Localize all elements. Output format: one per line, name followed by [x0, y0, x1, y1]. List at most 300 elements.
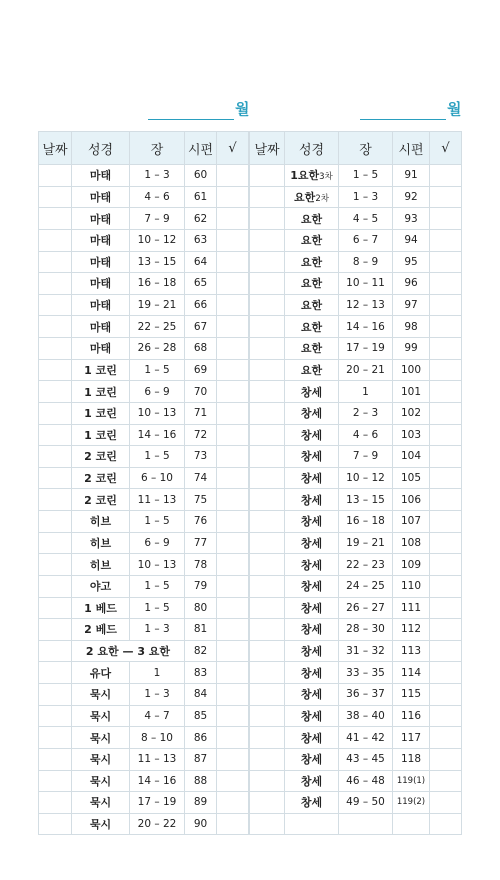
- check-cell[interactable]: [430, 554, 462, 576]
- book-cell: [285, 338, 339, 360]
- table-row: [39, 662, 249, 684]
- psalm-cell: 63: [185, 229, 217, 251]
- date-cell[interactable]: [250, 532, 285, 554]
- date-cell[interactable]: [250, 402, 285, 424]
- book-label: 창세: [300, 645, 323, 659]
- psalm-cell: 111: [393, 597, 430, 619]
- book-cell: [72, 338, 130, 360]
- book-label: 창세: [300, 753, 323, 767]
- book-cell: [72, 229, 130, 251]
- book-cell: [285, 186, 339, 208]
- chapter-cell: 4 – 5: [339, 208, 393, 230]
- check-cell[interactable]: [217, 402, 249, 424]
- col-header-date: 날짜: [250, 132, 285, 165]
- chapter-cell: 43 – 45: [339, 748, 393, 770]
- book-label: 요한: [300, 342, 323, 356]
- date-cell[interactable]: [250, 813, 285, 835]
- table-row: [250, 554, 462, 576]
- table-row: [250, 640, 462, 662]
- table-row: [250, 402, 462, 424]
- date-cell[interactable]: [250, 338, 285, 360]
- date-cell[interactable]: [250, 748, 285, 770]
- chapter-cell: 13 – 15: [130, 251, 185, 273]
- check-cell[interactable]: [217, 251, 249, 273]
- book-label: 묵시: [89, 731, 112, 745]
- chapter-cell: 16 – 18: [130, 273, 185, 295]
- date-cell[interactable]: [250, 770, 285, 792]
- book-cell: [72, 294, 130, 316]
- check-cell[interactable]: [430, 705, 462, 727]
- table-row: [250, 381, 462, 403]
- book-cell: [285, 727, 339, 749]
- book-cell: [285, 684, 339, 706]
- psalm-cell: 81: [185, 619, 217, 641]
- check-cell[interactable]: [217, 813, 249, 835]
- table-row: [39, 402, 249, 424]
- book-cell: [72, 381, 130, 403]
- check-cell[interactable]: [430, 770, 462, 792]
- book-cell: [285, 359, 339, 381]
- date-cell[interactable]: [250, 662, 285, 684]
- date-cell[interactable]: [250, 273, 285, 295]
- psalm-cell: 97: [393, 294, 430, 316]
- date-cell[interactable]: [250, 597, 285, 619]
- date-cell[interactable]: [250, 619, 285, 641]
- col-header-psalm: 시편: [393, 132, 430, 165]
- table-row: [250, 532, 462, 554]
- check-cell[interactable]: [430, 273, 462, 295]
- date-cell[interactable]: [39, 619, 72, 641]
- psalm-cell: 99: [393, 338, 430, 360]
- book-cell: [72, 727, 130, 749]
- book-label: 묵시: [89, 753, 112, 767]
- check-cell[interactable]: [430, 640, 462, 662]
- chapter-cell: 11 – 13: [130, 489, 185, 511]
- book-cell: [285, 467, 339, 489]
- book-label: 마태: [89, 299, 112, 313]
- check-cell[interactable]: [217, 619, 249, 641]
- psalm-cell: 119(1): [393, 770, 430, 792]
- chapter-cell: [339, 813, 393, 835]
- date-cell[interactable]: [39, 446, 72, 468]
- book-cell: [285, 402, 339, 424]
- month-blank-left[interactable]: [148, 98, 234, 120]
- book-label: 묵시: [89, 709, 112, 723]
- table-row: [250, 273, 462, 295]
- check-cell[interactable]: [430, 511, 462, 533]
- chapter-cell: 16 – 18: [339, 511, 393, 533]
- table-row: [250, 424, 462, 446]
- chapter-cell: 22 – 25: [130, 316, 185, 338]
- check-cell[interactable]: [217, 186, 249, 208]
- date-cell[interactable]: [39, 705, 72, 727]
- check-cell[interactable]: [430, 813, 462, 835]
- date-cell[interactable]: [250, 359, 285, 381]
- check-cell[interactable]: [217, 575, 249, 597]
- date-cell[interactable]: [250, 467, 285, 489]
- check-cell[interactable]: [217, 511, 249, 533]
- date-cell[interactable]: [39, 273, 72, 295]
- date-cell[interactable]: [39, 748, 72, 770]
- check-cell[interactable]: [217, 792, 249, 814]
- psalm-cell: 114: [393, 662, 430, 684]
- book-label: 2 코린: [84, 450, 117, 464]
- table-row: [250, 208, 462, 230]
- book-label: 요한: [300, 234, 323, 248]
- chapter-cell: 7 – 9: [130, 208, 185, 230]
- chapter-cell: 19 – 21: [130, 294, 185, 316]
- chapter-cell: 6 – 9: [130, 532, 185, 554]
- table-row: [39, 186, 249, 208]
- book-label: 창세: [300, 731, 323, 745]
- book-label: 요한: [300, 277, 323, 291]
- chapter-cell: 1: [339, 381, 393, 403]
- date-cell[interactable]: [250, 424, 285, 446]
- table-row: [39, 554, 249, 576]
- book-cell: [285, 446, 339, 468]
- table-row: [39, 511, 249, 533]
- date-cell[interactable]: [39, 727, 72, 749]
- check-cell[interactable]: [217, 748, 249, 770]
- psalm-cell: 100: [393, 359, 430, 381]
- check-cell[interactable]: [430, 251, 462, 273]
- check-cell[interactable]: [217, 294, 249, 316]
- date-cell[interactable]: [250, 165, 285, 187]
- date-cell[interactable]: [250, 186, 285, 208]
- chapter-cell: 38 – 40: [339, 705, 393, 727]
- book-label: 마태: [89, 277, 112, 291]
- book-cell: [72, 273, 130, 295]
- table-row: [250, 359, 462, 381]
- table-row: [39, 294, 249, 316]
- psalm-cell: 113: [393, 640, 430, 662]
- table-row: [250, 251, 462, 273]
- check-cell[interactable]: [217, 359, 249, 381]
- check-cell[interactable]: [217, 446, 249, 468]
- chapter-cell: 1 – 5: [130, 597, 185, 619]
- book-cell: [72, 446, 130, 468]
- book-label: 요한: [300, 255, 323, 269]
- table-row: [39, 575, 249, 597]
- check-cell[interactable]: [217, 338, 249, 360]
- table-row: [39, 619, 249, 641]
- chapter-cell: 46 – 48: [339, 770, 393, 792]
- date-cell[interactable]: [39, 684, 72, 706]
- check-cell[interactable]: [217, 684, 249, 706]
- date-cell[interactable]: [39, 424, 72, 446]
- chapter-cell: 41 – 42: [339, 727, 393, 749]
- date-cell[interactable]: [250, 705, 285, 727]
- table-row: [39, 381, 249, 403]
- date-cell[interactable]: [39, 186, 72, 208]
- book-cell: [285, 424, 339, 446]
- date-cell[interactable]: [39, 575, 72, 597]
- check-cell[interactable]: [430, 165, 462, 187]
- date-cell[interactable]: [39, 792, 72, 814]
- book-cell: [72, 489, 130, 511]
- date-cell[interactable]: [250, 316, 285, 338]
- check-cell[interactable]: [217, 489, 249, 511]
- table-row: [39, 165, 249, 187]
- check-cell[interactable]: [430, 662, 462, 684]
- psalm-cell: 60: [185, 165, 217, 187]
- month-blank-right[interactable]: [360, 98, 446, 120]
- psalm-cell: 77: [185, 532, 217, 554]
- month-label-right: 월: [447, 100, 462, 118]
- check-cell[interactable]: [430, 619, 462, 641]
- chapter-cell: 13 – 15: [339, 489, 393, 511]
- book-cell: [285, 619, 339, 641]
- col-header-book: 성경: [285, 132, 339, 165]
- psalm-cell: 95: [393, 251, 430, 273]
- date-cell[interactable]: [39, 813, 72, 835]
- col-header-chapter: 장: [339, 132, 393, 165]
- date-cell[interactable]: [39, 511, 72, 533]
- date-cell[interactable]: [250, 446, 285, 468]
- psalm-cell: 70: [185, 381, 217, 403]
- check-cell[interactable]: [217, 770, 249, 792]
- chapter-cell: 28 – 30: [339, 619, 393, 641]
- table-row: [250, 813, 462, 835]
- book-label: 요한: [300, 212, 323, 226]
- chapter-cell: 1 – 3: [130, 619, 185, 641]
- round-suffix: 2차: [315, 193, 329, 204]
- date-cell[interactable]: [250, 575, 285, 597]
- date-cell[interactable]: [39, 532, 72, 554]
- check-cell[interactable]: [430, 186, 462, 208]
- book-label: 마태: [89, 320, 112, 334]
- book-label: 1 코린: [84, 363, 117, 377]
- book-label: 창세: [300, 580, 323, 594]
- book-label: 요한: [300, 299, 323, 313]
- psalm-cell: 109: [393, 554, 430, 576]
- reading-table-right: [249, 131, 462, 835]
- check-cell[interactable]: [217, 705, 249, 727]
- check-cell[interactable]: [430, 359, 462, 381]
- book-label: 창세: [300, 796, 323, 810]
- date-cell[interactable]: [250, 640, 285, 662]
- check-cell[interactable]: [430, 748, 462, 770]
- psalm-cell: 66: [185, 294, 217, 316]
- date-cell[interactable]: [250, 208, 285, 230]
- book-cell: [285, 813, 339, 835]
- date-cell[interactable]: [39, 208, 72, 230]
- date-cell[interactable]: [250, 381, 285, 403]
- check-cell[interactable]: [430, 338, 462, 360]
- check-cell[interactable]: [430, 532, 462, 554]
- table-row: [39, 446, 249, 468]
- table-row: [250, 489, 462, 511]
- date-cell[interactable]: [39, 338, 72, 360]
- psalm-cell: 105: [393, 467, 430, 489]
- psalm-cell: 86: [185, 727, 217, 749]
- chapter-cell: 10 – 11: [339, 273, 393, 295]
- check-cell[interactable]: [430, 316, 462, 338]
- check-cell[interactable]: [430, 381, 462, 403]
- check-cell[interactable]: [217, 597, 249, 619]
- book-label: 마태: [89, 255, 112, 269]
- psalm-cell: 69: [185, 359, 217, 381]
- date-cell[interactable]: [250, 684, 285, 706]
- table-row: [39, 229, 249, 251]
- chapter-cell: 4 – 6: [130, 186, 185, 208]
- book-cell: [72, 532, 130, 554]
- check-cell[interactable]: [217, 208, 249, 230]
- check-cell[interactable]: [217, 381, 249, 403]
- book-label: 2 코린: [84, 472, 117, 486]
- book-cell: [72, 511, 130, 533]
- book-cell: [285, 770, 339, 792]
- check-cell[interactable]: [217, 273, 249, 295]
- chapter-cell: 36 – 37: [339, 684, 393, 706]
- book-cell: [72, 597, 130, 619]
- psalm-cell: 61: [185, 186, 217, 208]
- book-label: 창세: [300, 623, 323, 637]
- date-cell[interactable]: [250, 727, 285, 749]
- check-cell[interactable]: [217, 662, 249, 684]
- check-cell[interactable]: [430, 294, 462, 316]
- check-cell[interactable]: [430, 424, 462, 446]
- psalm-cell: 94: [393, 229, 430, 251]
- table-row: [39, 532, 249, 554]
- check-cell[interactable]: [217, 640, 249, 662]
- book-label: 히브: [89, 515, 112, 529]
- check-cell[interactable]: [430, 727, 462, 749]
- check-cell[interactable]: [217, 229, 249, 251]
- book-label: 창세: [300, 601, 323, 615]
- date-cell[interactable]: [250, 792, 285, 814]
- check-cell[interactable]: [430, 208, 462, 230]
- check-cell[interactable]: [430, 684, 462, 706]
- date-cell[interactable]: [39, 662, 72, 684]
- psalm-cell: 119(2): [393, 792, 430, 814]
- check-cell[interactable]: [430, 402, 462, 424]
- chapter-cell: 10 – 13: [130, 554, 185, 576]
- check-cell[interactable]: [430, 575, 462, 597]
- table-row: [250, 575, 462, 597]
- date-cell[interactable]: [39, 359, 72, 381]
- check-cell[interactable]: [217, 165, 249, 187]
- date-cell[interactable]: [39, 165, 72, 187]
- chapter-cell: 1 – 3: [130, 165, 185, 187]
- date-cell[interactable]: [39, 640, 72, 662]
- psalm-cell: 107: [393, 511, 430, 533]
- date-cell[interactable]: [39, 770, 72, 792]
- book-label: 창세: [300, 515, 323, 529]
- table-header-row: [39, 132, 249, 165]
- date-cell[interactable]: [39, 554, 72, 576]
- date-cell[interactable]: [39, 294, 72, 316]
- date-cell[interactable]: [39, 467, 72, 489]
- psalm-cell: [393, 813, 430, 835]
- table-row: [39, 597, 249, 619]
- chapter-cell: 20 – 21: [339, 359, 393, 381]
- book-cell: [72, 575, 130, 597]
- book-label: 히브: [89, 558, 112, 572]
- date-cell[interactable]: [39, 229, 72, 251]
- table-row: [250, 748, 462, 770]
- table-row: [250, 338, 462, 360]
- check-cell[interactable]: [430, 597, 462, 619]
- check-cell[interactable]: [217, 727, 249, 749]
- book-cell: [285, 229, 339, 251]
- book-label: 요한: [300, 363, 323, 377]
- date-cell[interactable]: [250, 229, 285, 251]
- book-label: 마태: [89, 212, 112, 226]
- check-cell[interactable]: [430, 446, 462, 468]
- date-cell[interactable]: [39, 381, 72, 403]
- book-cell: [285, 640, 339, 662]
- date-cell[interactable]: [39, 251, 72, 273]
- psalm-cell: 93: [393, 208, 430, 230]
- chapter-cell: 31 – 32: [339, 640, 393, 662]
- book-label: 2 코린: [84, 493, 117, 507]
- check-cell[interactable]: [217, 316, 249, 338]
- date-cell[interactable]: [39, 402, 72, 424]
- check-cell[interactable]: [217, 554, 249, 576]
- col-header-psalm: 시편: [185, 132, 217, 165]
- check-cell[interactable]: [430, 489, 462, 511]
- table-row: [39, 640, 249, 662]
- check-cell[interactable]: [430, 229, 462, 251]
- book-label: 마태: [89, 190, 112, 204]
- check-cell[interactable]: [217, 424, 249, 446]
- psalm-cell: 76: [185, 511, 217, 533]
- date-cell[interactable]: [250, 251, 285, 273]
- date-cell[interactable]: [39, 316, 72, 338]
- chapter-cell: 8 – 10: [130, 727, 185, 749]
- book-cell: [285, 316, 339, 338]
- col-header-check: √: [217, 132, 249, 165]
- chapter-cell: 11 – 13: [130, 748, 185, 770]
- book-label: 창세: [300, 558, 323, 572]
- date-cell[interactable]: [250, 554, 285, 576]
- date-cell[interactable]: [250, 294, 285, 316]
- book-cell: [285, 662, 339, 684]
- table-row: [39, 251, 249, 273]
- check-cell[interactable]: [430, 792, 462, 814]
- book-label: 2 베드: [84, 623, 117, 637]
- book-cell: [72, 251, 130, 273]
- date-cell[interactable]: [39, 489, 72, 511]
- psalm-cell: 98: [393, 316, 430, 338]
- check-cell[interactable]: [217, 532, 249, 554]
- table-row: [250, 316, 462, 338]
- chapter-cell: 1 – 5: [130, 446, 185, 468]
- check-cell[interactable]: [217, 467, 249, 489]
- table-row: [39, 424, 249, 446]
- col-header-chapter: 장: [130, 132, 185, 165]
- table-row: [250, 186, 462, 208]
- date-cell[interactable]: [250, 511, 285, 533]
- psalm-cell: 72: [185, 424, 217, 446]
- table-row: [250, 684, 462, 706]
- date-cell[interactable]: [250, 489, 285, 511]
- table-header-row: [250, 132, 462, 165]
- psalm-cell: 91: [393, 165, 430, 187]
- table-row: [250, 662, 462, 684]
- book-cell: [72, 813, 130, 835]
- book-label: 유다: [89, 666, 112, 680]
- col-header-date: 날짜: [39, 132, 72, 165]
- table-row: [39, 705, 249, 727]
- book-cell: [285, 251, 339, 273]
- check-cell[interactable]: [430, 467, 462, 489]
- book-label: 창세: [300, 688, 323, 702]
- date-cell[interactable]: [39, 597, 72, 619]
- table-row: [250, 294, 462, 316]
- table-row: [250, 727, 462, 749]
